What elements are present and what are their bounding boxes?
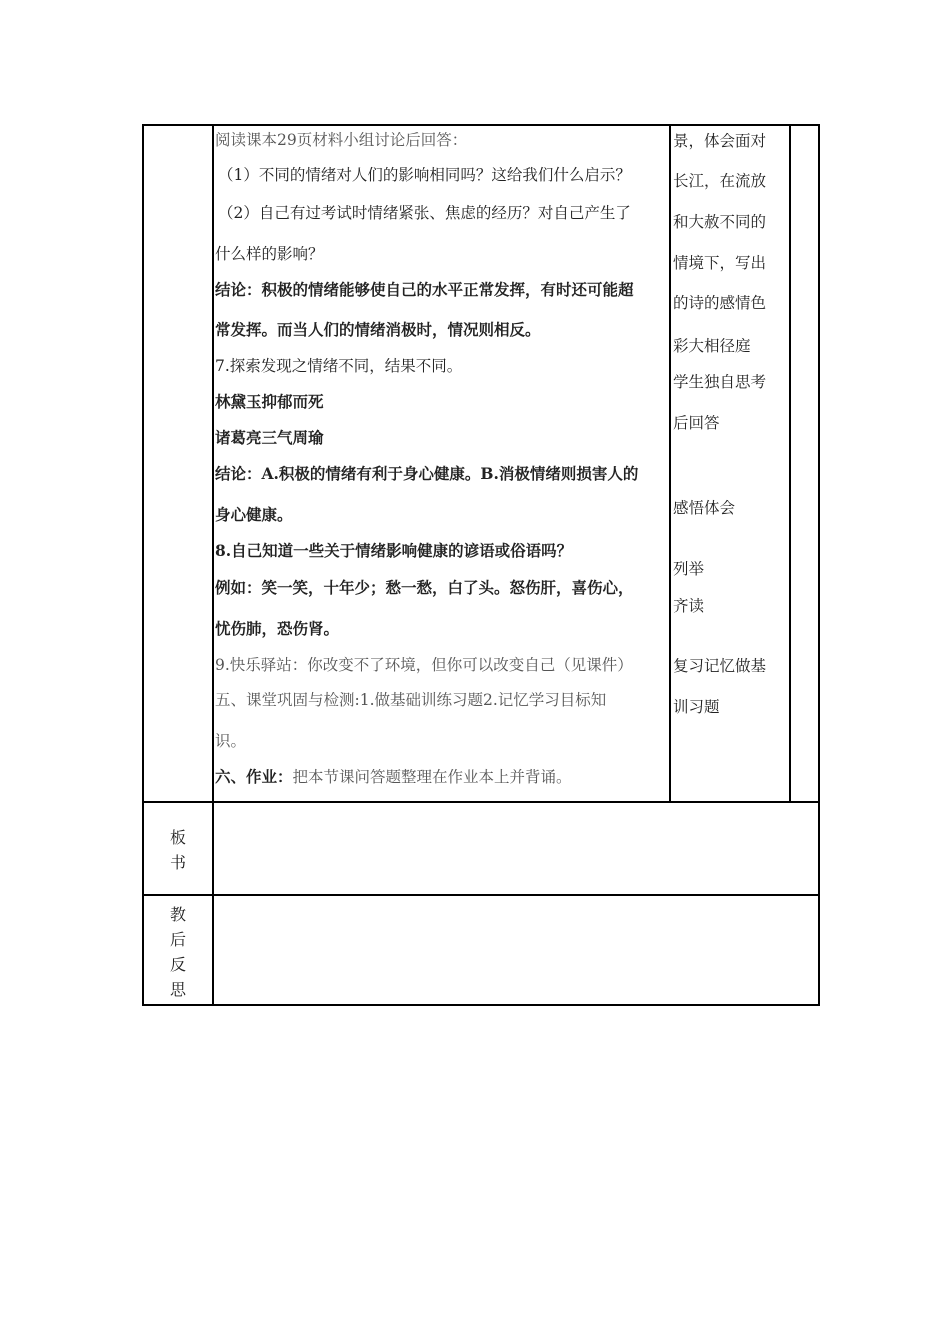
column-divider-label [212,124,214,1006]
side-note-6: 彩大相径庭 [673,337,751,355]
homework-label: 六、作业： [215,767,293,786]
proverb-example-line-2: 忧伤肺，恐伤肾。 [215,619,340,638]
side-note-12: 复习记忆做基 [673,657,767,675]
label-reflection-line-4: 思 [169,980,186,999]
label-board-line-2: 书 [169,853,186,872]
column-divider-activity [669,124,671,803]
homework-line [215,767,572,787]
example-lin-daiyu: 林黛玉抑郁而死 [215,392,324,411]
side-note-13: 训习题 [673,698,720,716]
question-1: （1）不同的情绪对人们的影响相同吗？这给我们什么启示？ [218,166,631,184]
homework-text: 把本节课问答题整理在作业本上并背诵。 [292,768,572,786]
reading-instruction: 阅读课本29页材料小组讨论后回答： [215,131,468,149]
side-note-5: 的诗的感情色 [673,294,767,312]
section-7-heading: 7.探索发现之情绪不同，结果不同。 [215,357,463,375]
side-note-8: 后回答 [673,414,720,432]
row-divider-2 [142,894,820,896]
conclusion-1-line-2: 常发挥。而当人们的情绪消极时，情况则相反。 [215,320,541,339]
label-reflection-line-3: 反 [169,955,186,974]
side-note-7: 学生独自思考 [673,373,767,391]
example-zhuge-liang: 诸葛亮三气周瑜 [215,428,324,447]
table-border-bottom [142,1004,820,1006]
conclusion-2-line-2: 身心健康。 [215,505,293,524]
table-border-top [142,124,820,126]
section-5-line-2: 识。 [215,732,247,750]
conclusion-1-line-1: 结论：积极的情绪能够使自己的水平正常发挥，有时还可能超 [215,280,634,299]
label-reflection-line-2: 后 [169,930,186,949]
side-note-4: 情境下，写出 [673,254,767,272]
side-note-1: 景，体会面对 [673,132,767,150]
question-2-line-1: （2）自己有过考试时情绪紧张、焦虑的经历？对自己产生了 [218,204,631,222]
table-border-right [818,124,820,1006]
side-note-10: 列举 [673,560,705,578]
proverb-example-line-1: 例如：笑一笑，十年少；愁一愁，白了头。怒伤肝，喜伤心， [215,578,634,597]
section-9-heading: 9.快乐驿站：你改变不了环境，但你可以改变自己（见课件） [215,656,633,674]
side-note-9: 感悟体会 [673,499,736,517]
side-note-2: 长江，在流放 [673,172,767,190]
section-8-heading: 8.自己知道一些关于情绪影响健康的谚语或俗语吗？ [215,541,573,560]
label-board-line-1: 板 [169,828,186,847]
table-border-left [142,124,144,1006]
column-divider-intent [789,124,791,803]
section-5-line-1: 五、课堂巩固与检测:1.做基础训练习题2.记忆学习目标知 [215,691,607,709]
question-2-line-2: 什么样的影响？ [215,245,324,263]
conclusion-2-line-1: 结论：A.积极的情绪有利于身心健康。B.消极情绪则损害人的 [215,464,639,483]
label-reflection-line-1: 教 [169,905,186,924]
side-note-3: 和大赦不同的 [673,213,767,231]
side-note-11: 齐读 [673,597,705,615]
row-divider-1 [142,801,820,803]
